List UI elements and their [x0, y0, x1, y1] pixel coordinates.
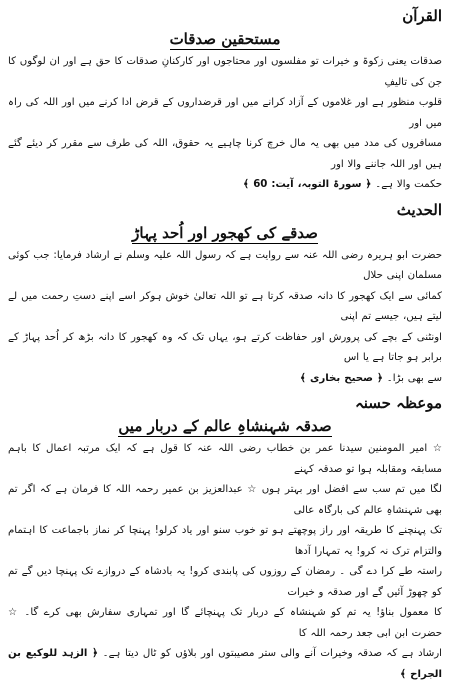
quran-section-label: القرآن: [402, 7, 442, 25]
quran-line-text: حکمت والا ہے۔: [375, 179, 442, 190]
hadith-line: [8, 369, 442, 390]
hadith-line: کمائی سے ایک کھجور کا دانہ صدقہ کرتا ہے تو اللہ تعالیٰ خوش ہوکر اسے اپنے دستِ رحمت میں لے لیتے ہیں، جیسے تم اپنی: [8, 290, 442, 322]
hadith-title-text: صدقے کی کھجور اور اُحد پہاڑ: [132, 223, 318, 242]
quran-reference: ﴿ سورۃ التوبہ، آیت: 60 ﴾: [243, 179, 372, 190]
quran-line: قلوب منظور ہے اور غلاموں کے آزاد کرانے میں اور قرضداروں کے قرض ادا کرنے میں اور اللہ کی راہ میں اور: [8, 97, 442, 129]
mauiza-line: کا معمول بناؤ! یہ تم کو شہنشاہ کے دربار تک پہنچائے گا اور تمہاری سفارش بھی کرے گا۔ ☆ حضرت ابن ابی جعد رحمہ اللہ کا: [8, 607, 442, 639]
hadith-section-title: [8, 222, 442, 244]
hadith-line-text: سے بھی بڑا۔: [386, 372, 442, 384]
mauiza-section-title: [8, 415, 442, 437]
mauiza-line-text: ارشاد ہے کہ صدقہ وخیرات آنے والی ستر مصیبتوں اور بلاؤں کو ٹال دیتا ہے۔: [102, 648, 442, 659]
mauiza-line: [8, 644, 442, 685]
mauiza-line: ☆ امیر المومنین سیدنا عمر بن خطاب رضی اللہ عنہ کا قول ہے کہ ایک مرتبہ اعمال کا باہم مسابقہ ومقابلہ ہوا تو صدقہ کہنے: [8, 443, 442, 475]
mauiza-line: لگا میں تم سب سے افضل اور بہتر ہوں ☆ عبدالعزیز بن عمیر رحمہ اللہ کا فرمان ہے کہ اگر تم بھی شہنشاہِ عالم کی بارگاہ عالی: [8, 484, 442, 516]
hadith-section-label: الحدیث: [396, 200, 442, 219]
quran-translation: [8, 52, 442, 196]
hadith-reference: ﴿ صحیح بخاری ﴾: [300, 372, 383, 384]
quran-line: [8, 175, 442, 196]
hadith-line: حضرت ابو ہریرہ رضی اللہ عنہ سے روایت ہے کہ رسول اللہ علیہ وسلم نے ارشاد فرمایا: جب کوئی مسلمان اپنی حلال: [8, 249, 442, 281]
quran-line: صدقات یعنی زکوۃ و خیرات تو مفلسوں اور محتاجوں اور کارکنانِ صدقات کا حق ہے اور ان لوگوں کا جن کی تالیفِ: [8, 56, 442, 88]
mauiza-title-text: صدقہ شہنشاہِ عالم کے دربار میں: [118, 417, 332, 435]
hadith-text: [8, 246, 442, 390]
hadith-line: اونٹنی کے بچے کی پرورش اور حفاظت کرتے ہو، یہاں تک کہ وہ کھجور کا دانہ بڑھ کر اُحد پہاڑ کے برابر ہو جاتا ہے یا اس: [8, 331, 442, 363]
mauiza-line: راستہ طے کرا دے گی ۔ رمضان کے روزوں کی پابندی کرو! یہ بادشاہ کے دروازے تک پہنچا دیں گے تم کو چھوڑ آئیں گے اور صدقہ و خیرات: [8, 566, 442, 598]
mauiza-line: تک پہنچنے کا طریقہ اور راز پوچھتے ہو تو خوب سنو اور یاد کرلو! پہنچا کر نماز باجماعت کا اہتمام والتزام ترک نہ کرو! یہ تمہارا آدھا: [8, 525, 442, 557]
quran-line: مسافروں کی مدد میں بھی یہ مال خرچ کرنا چاہیے یہ حقوق، اللہ کی طرف سے مقرر کر دیئے گئے ہیں اور اللہ جاننے والا اور: [8, 138, 442, 170]
mauiza-section-label: موعظہ حسنہ: [354, 394, 442, 412]
mauiza-reference: ﴿ الزہد للوکیع بن الجراح ﴾: [8, 648, 442, 680]
quran-title-text: مستحقین صدقات: [169, 30, 281, 48]
quran-section-title: [8, 28, 442, 50]
mauiza-text: [8, 439, 442, 685]
